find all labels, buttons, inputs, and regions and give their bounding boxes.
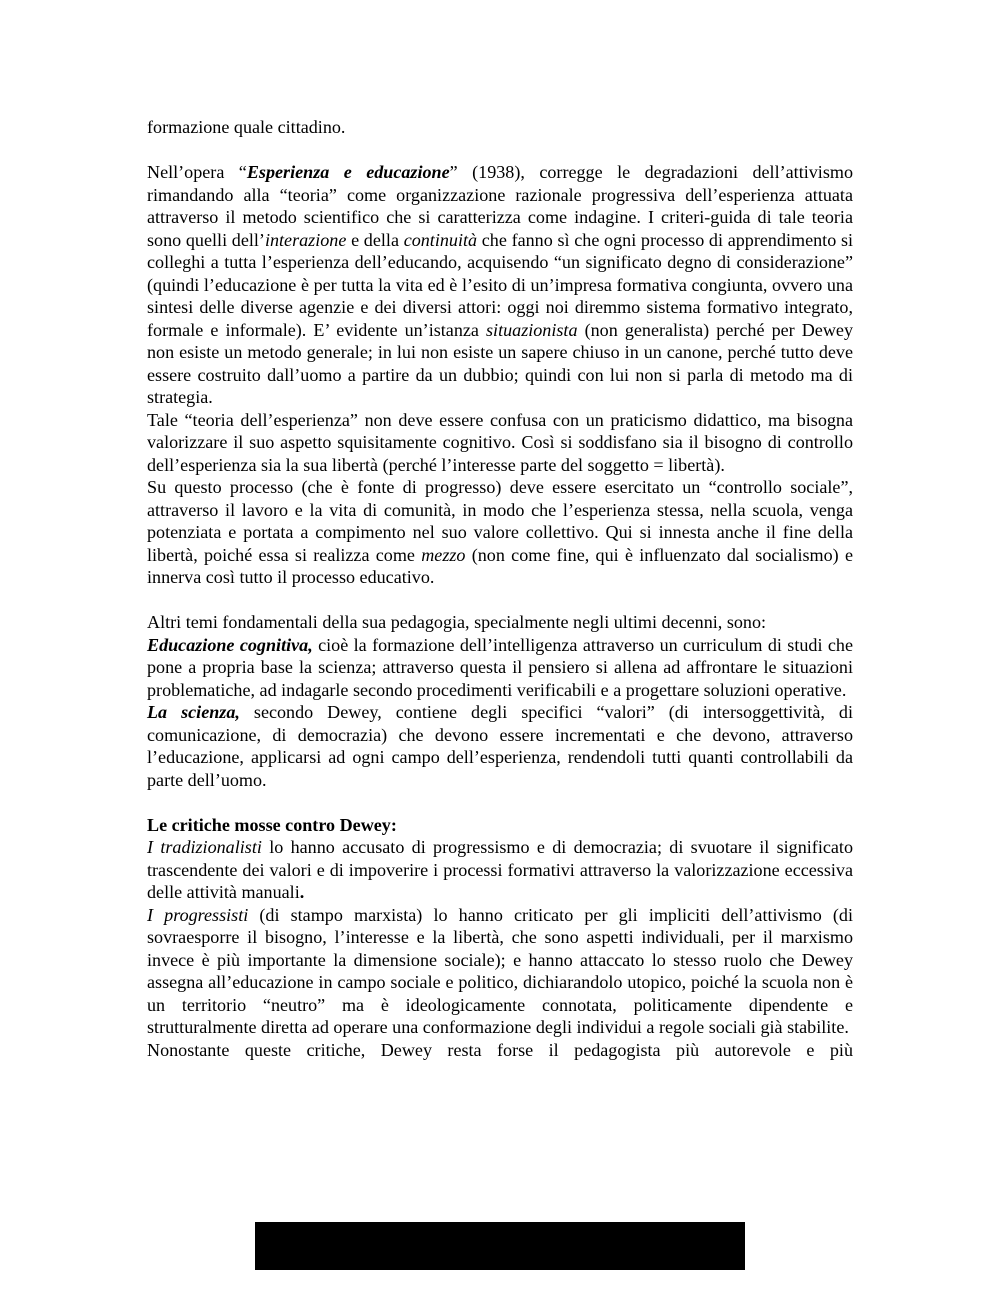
paragraph-controllo xyxy=(147,476,853,589)
book-title: Esperienza e educazione xyxy=(246,162,450,182)
paragraph-educazione-cognitiva xyxy=(147,634,853,702)
paragraph-teoria: Tale “teoria dell’esperienza” non deve essere confusa con un praticismo didattico, ma bisogna valorizzare il suo aspetto squisitamente cognitivo. Così si soddisfano sia il bisogno di controllo dell’esperienza sia la sua libertà (perché l’interesse parte del soggetto = libertà). xyxy=(147,409,853,475)
text-run: secondo Dewey, contiene degli specifici “valori” (di intersoggettività, di comunicazione, di democrazia) che devono essere incrementati e che devono, attraverso l’educazione, applicarsi ad ogni campo dell’esperienza, rendendoli tutti quanti controllabili da parte dell’uomo. xyxy=(147,702,854,790)
text-run: (non come fine, qui è influenzato dal socialismo) e innerva così tutto il processo educativo. xyxy=(147,544,853,587)
paragraph-gap xyxy=(147,139,853,162)
paragraph-gap xyxy=(147,791,853,814)
paragraph-temi: Altri temi fondamentali della sua pedagogia, specialmente negli ultimi decenni, sono: xyxy=(147,612,767,632)
term-la-scienza: La scienza, xyxy=(147,702,240,722)
paragraph-progressisti xyxy=(147,904,853,1039)
term-mezzo: mezzo xyxy=(421,544,466,565)
text-run: ” (1938), corregge le degradazioni dell’attivismo rimandando alla “teoria” come organizzazione razionale progressiva dell’esperienza attuata attraverso il metodo scientifico che si caratterizza come indagine. I criteri-guida di tale teoria sono quelli dell’ xyxy=(147,162,853,250)
paragraph-esperienza xyxy=(147,161,853,409)
text-run: cioè la formazione dell’intelligenza attraverso un curriculum di studi che pone a propria base la scienza; attraverso questa il pensiero si allena ad affrontare le situazioni problematiche, ad indagarle secondo procedimenti verificabili e a progettare soluzioni operative. xyxy=(147,634,853,700)
document-page xyxy=(147,116,853,1061)
paragraph-nonostante: Nonostante queste critiche, Dewey resta forse il pedagogista più autorevole e più xyxy=(147,1039,853,1060)
text-run: lo hanno accusato di progressismo e di democrazia; di svuotare il significato trascendente dei valori e di impoverire i processi formativi attraverso la valorizzazione eccessiva delle attività manuali xyxy=(147,837,853,902)
term-educazione-cognitiva: Educazione cognitiva, xyxy=(147,634,313,655)
text-run: Nell’opera “ xyxy=(147,162,247,182)
paragraph-intro: formazione quale cittadino. xyxy=(147,117,346,137)
redaction-bar xyxy=(255,1222,745,1270)
section-heading: Le critiche mosse contro Dewey: xyxy=(147,814,397,835)
term-situazionista: situazionista xyxy=(486,319,578,340)
text-run: (non generalista) perché per Dewey non esiste un metodo generale; in lui non esiste un sapere chiuso in un canone, perché tutto deve essere costruito dall’uomo a partire da un dubbio; quindi con lui non si parla di metodo ma di strategia. xyxy=(147,319,853,407)
text-run: . xyxy=(299,882,305,902)
term-progressisti: I progressisti xyxy=(147,904,249,925)
paragraph-tradizionalisti xyxy=(147,836,853,904)
paragraph-scienza xyxy=(147,701,853,791)
term-continuita: continuità xyxy=(403,229,478,250)
term-tradizionalisti: I tradizionalisti xyxy=(147,837,262,857)
text-run: Su questo processo (che è fonte di progresso) deve essere esercitato un “controllo sociale”, attraverso il lavoro e la vita di comunità, in modo che l’esperienza stessa, nella scuola, venga potenziata e portata a compimento nel suo valore collettivo. Qui si innesta anche il fine della libertà, poiché essa si realizza come xyxy=(147,477,853,565)
term-interazione: interazione xyxy=(264,229,347,250)
text-run: (di stampo marxista) lo hanno criticato per gli impliciti dell’attivismo (di sovraesporre il bisogno, l’interesse e la libertà, che sono aspetti individuali, per il marxismo invece è più importante la dimensione sociale); e hanno attaccato lo stesso ruolo che Dewey assegna all’educazione in campo sociale e politico, dichiarandolo utopico, poiché la scuola non è un territorio “neutro” ma è ideologicamente connotata, politicamente dipendente e strutturalmente diretta ad operare una conformazione degli individui a regole sociali già stabilite. xyxy=(147,904,853,1037)
text-run: e della xyxy=(346,229,404,250)
paragraph-gap xyxy=(147,589,853,612)
text-run: che fanno sì che ogni processo di apprendimento si colleghi a tutta l’esperienza dell’educando, acquisendo “un significato degno di considerazione” (quindi l’educazione è per tutta la vita ed è l’esito di un’impresa formativa congiunta, ovvero una sintesi delle diverse agenzie e dei diversi attori: oggi noi diremmo sistema formativo integrato, formale e informale). E’ evidente un’istanza xyxy=(147,229,854,340)
